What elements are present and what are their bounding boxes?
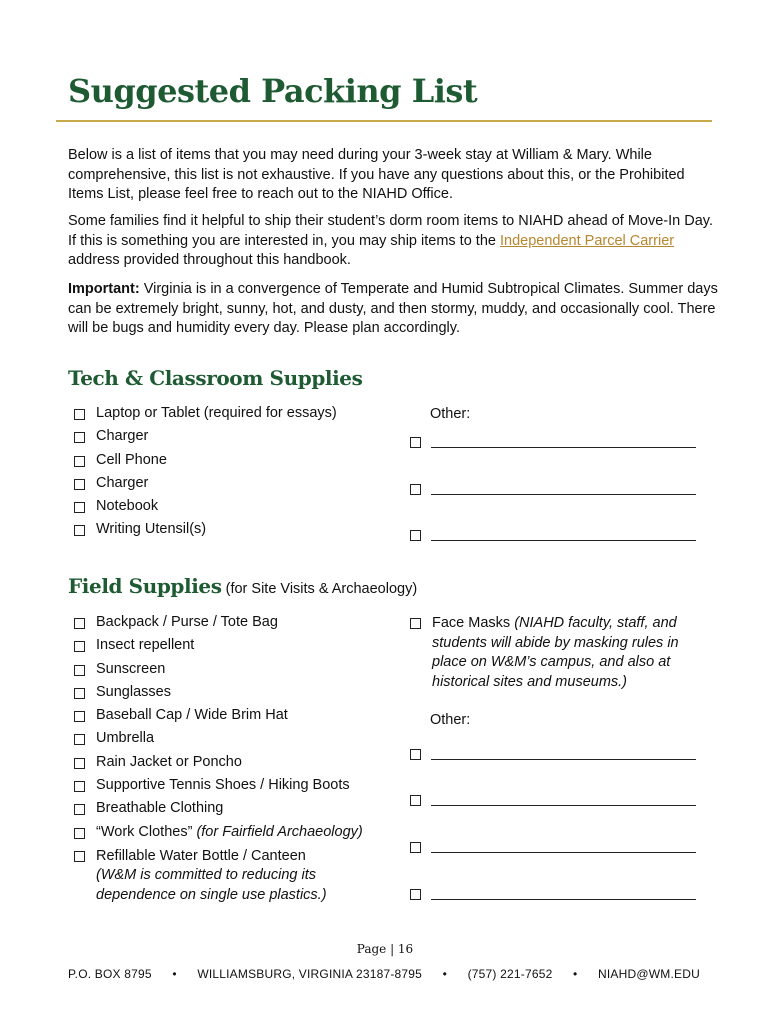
checkbox-icon[interactable]	[74, 432, 85, 443]
masks-note: (NIAHD faculty, staff, and students will abide by masking rules in place on W&M’s campus, and also at historical sites and museums.)	[432, 615, 679, 690]
checkbox-icon[interactable]	[74, 828, 85, 839]
field-subtitle: (for Site Visits & Archaeology)	[221, 581, 418, 597]
list-item[interactable]	[74, 707, 363, 730]
tech-section-title: Tech & Classroom Supplies	[68, 366, 363, 390]
footer-phone: (757) 221-7652	[467, 967, 553, 981]
blank-rule[interactable]	[431, 494, 696, 495]
field-list	[74, 614, 363, 905]
face-masks-label	[432, 614, 700, 692]
list-item[interactable]	[74, 777, 363, 800]
item-label: Sunscreen	[96, 660, 166, 677]
intro-paragraph-2	[68, 212, 718, 271]
checkbox-icon[interactable]	[410, 842, 421, 853]
checkbox-icon[interactable]	[74, 711, 85, 722]
page-title: Suggested Packing List	[68, 72, 478, 110]
list-item[interactable]	[74, 637, 363, 660]
blank-rule[interactable]	[431, 540, 696, 541]
important-paragraph	[68, 280, 718, 339]
parcel-carrier-link[interactable]: Independent Parcel Carrier	[499, 232, 675, 249]
footer-separator: •	[573, 967, 578, 981]
item-label: Backpack / Purse / Tote Bag	[96, 614, 278, 630]
item-label: Breathable Clothing	[96, 800, 224, 817]
list-item[interactable]	[74, 684, 363, 707]
item-label: Umbrella	[96, 730, 155, 747]
list-item[interactable]	[74, 824, 363, 847]
tech-other-field-3[interactable]	[410, 526, 696, 542]
checkbox-icon[interactable]	[410, 484, 421, 495]
checkbox-icon[interactable]	[74, 688, 85, 699]
item-label: Charger	[96, 474, 149, 491]
list-item[interactable]	[74, 428, 337, 451]
list-item[interactable]	[74, 405, 337, 428]
field-other-field-2[interactable]	[410, 791, 696, 807]
checkbox-icon[interactable]	[74, 618, 85, 629]
important-label: Important:	[68, 281, 140, 297]
footer-city: WILLIAMSBURG, VIRGINIA 23187-8795	[197, 967, 423, 981]
item-label: Charger	[96, 428, 149, 445]
field-title-text: Field Supplies	[68, 574, 222, 598]
item-label: Cell Phone	[96, 451, 167, 468]
checkbox-icon[interactable]	[74, 665, 85, 676]
intro-p2-text-after: address provided throughout this handbook.	[68, 252, 351, 268]
item-label: Rain Jacket or Poncho	[96, 753, 242, 770]
tech-other-field-1[interactable]	[410, 433, 696, 449]
list-item[interactable]	[74, 498, 337, 521]
field-other-field-1[interactable]	[410, 745, 696, 761]
list-item[interactable]	[74, 452, 337, 475]
checkbox-icon[interactable]	[74, 641, 85, 652]
checkbox-icon[interactable]	[74, 479, 85, 490]
face-masks-item[interactable]	[410, 614, 700, 692]
list-item[interactable]	[74, 521, 337, 544]
item-label: Notebook	[96, 498, 159, 515]
intro-p2-text-before: Some families find it helpful to ship their student’s dorm room items to NIAHD ahead of Move-In Day. If this is something you are interested in, you may ship items to the	[68, 213, 713, 249]
list-item[interactable]	[74, 800, 363, 823]
field-section-title	[68, 574, 417, 598]
checkbox-icon[interactable]	[410, 437, 421, 448]
item-label: Supportive Tennis Shoes / Hiking Boots	[96, 777, 350, 794]
checkbox-icon[interactable]	[74, 734, 85, 745]
title-divider	[56, 120, 712, 122]
checkbox-icon[interactable]	[410, 618, 421, 629]
checkbox-icon[interactable]	[74, 781, 85, 792]
list-item[interactable]	[74, 847, 363, 906]
item-label: Sunglasses	[96, 683, 171, 700]
item-label: Writing Utensil(s)	[96, 521, 207, 538]
blank-rule[interactable]	[431, 852, 696, 853]
page-number: Page | 16	[356, 942, 414, 956]
checkbox-icon[interactable]	[74, 804, 85, 815]
checkbox-icon[interactable]	[74, 409, 85, 420]
blank-rule[interactable]	[431, 759, 696, 760]
footer-separator: •	[442, 967, 448, 981]
field-other-field-4[interactable]	[410, 885, 696, 901]
footer-email[interactable]: NIAHD@WM.EDU	[598, 967, 700, 981]
work-clothes-label: “Work Clothes”	[96, 823, 193, 840]
tech-other-label: Other:	[430, 406, 471, 422]
item-label	[96, 824, 363, 840]
checkbox-icon[interactable]	[410, 530, 421, 541]
checkbox-icon[interactable]	[74, 525, 85, 536]
bottle-note: (W&M is committed to reducing its dependence on single use plastics.)	[96, 867, 327, 903]
tech-other-field-2[interactable]	[410, 480, 696, 496]
checkbox-icon[interactable]	[410, 795, 421, 806]
list-item[interactable]	[74, 475, 337, 498]
bottle-label: Refillable Water Bottle / Canteen	[96, 847, 306, 864]
list-item[interactable]	[74, 754, 363, 777]
checkbox-icon[interactable]	[74, 502, 85, 513]
list-item[interactable]	[74, 730, 363, 753]
field-other-label: Other:	[430, 712, 471, 728]
blank-rule[interactable]	[431, 899, 696, 900]
list-item[interactable]	[74, 661, 363, 684]
checkbox-icon[interactable]	[74, 851, 85, 862]
checkbox-icon[interactable]	[410, 889, 421, 900]
item-label: Insect repellent	[96, 637, 195, 654]
blank-rule[interactable]	[431, 447, 696, 448]
field-other-field-3[interactable]	[410, 838, 696, 854]
item-label	[96, 847, 356, 906]
work-clothes-note: (for Fairfield Archaeology)	[192, 823, 363, 840]
item-label: Baseball Cap / Wide Brim Hat	[96, 707, 288, 724]
tech-list	[74, 405, 337, 545]
footer	[68, 967, 700, 981]
checkbox-icon[interactable]	[410, 749, 421, 760]
list-item[interactable]	[74, 614, 363, 637]
footer-separator: •	[172, 967, 177, 981]
checkbox-icon[interactable]	[74, 758, 85, 769]
blank-rule[interactable]	[431, 805, 696, 806]
footer-address: P.O. BOX 8795	[68, 967, 152, 981]
important-text: Virginia is in a convergence of Temperate and Humid Subtropical Climates. Summer days can be extremely bright, sunny, hot, and dusty, and then stormy, muddy, and occasionally cool. There will be bugs and humidity every day. Please plan accordingly.	[68, 281, 718, 336]
checkbox-icon[interactable]	[74, 456, 85, 467]
item-label: Laptop or Tablet (required for essays)	[96, 405, 337, 421]
intro-paragraph-1: Below is a list of items that you may need during your 3-week stay at William & Mary. While comprehensive, this list is not exhaustive. If you have any questions about this, or the Prohibited Items List, please feel free to reach out to the NIAHD Office.	[68, 147, 685, 202]
masks-label: Face Masks	[432, 615, 511, 631]
